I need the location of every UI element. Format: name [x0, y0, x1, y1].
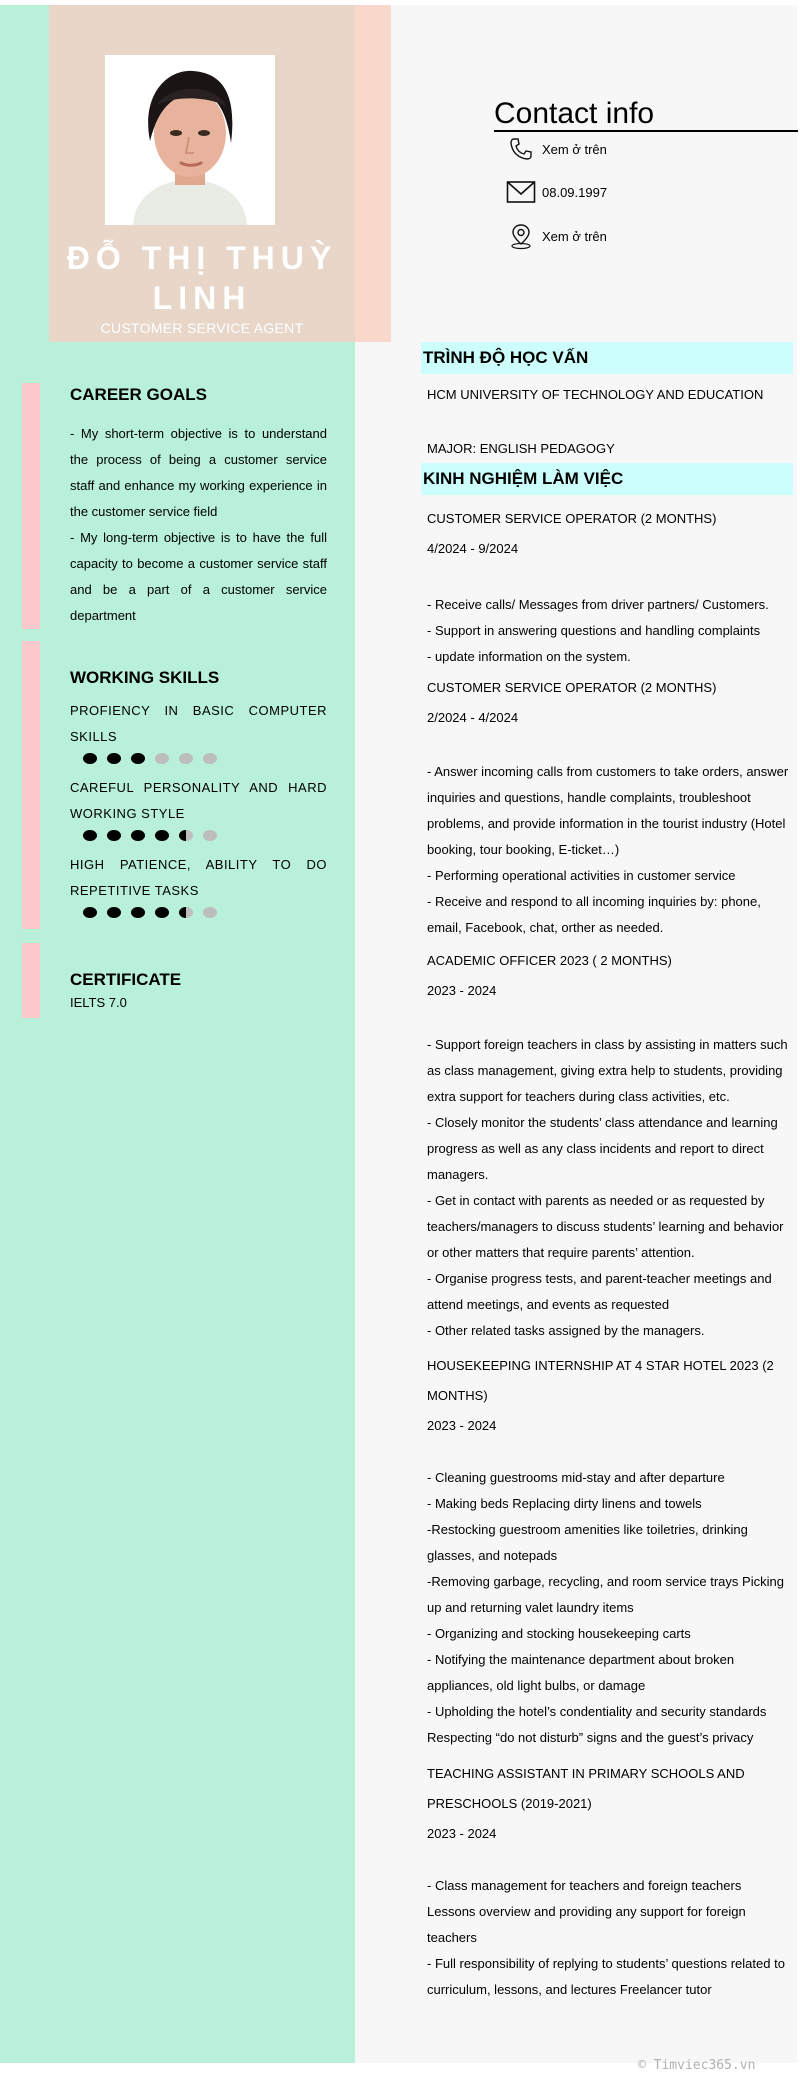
phone-icon — [506, 134, 536, 164]
rating-dot — [83, 830, 97, 841]
job-title: TEACHING ASSISTANT IN PRIMARY SCHOOLS AND PRESCHOOLS (2019-2021) — [427, 1766, 745, 1811]
experience-title: KINH NGHIỆM LÀM VIỆC — [421, 463, 793, 495]
job-entry — [427, 675, 793, 941]
career-goals-accent — [22, 383, 40, 629]
job-duty: - Performing operational activities in customer service — [427, 868, 736, 883]
job-duty: -Removing garbage, recycling, and room service trays Picking up and returning valet laundry items — [427, 1574, 784, 1615]
location-icon — [506, 221, 536, 251]
rating-dot — [179, 830, 193, 841]
job-title: CUSTOMER SERVICE OPERATOR (2 MONTHS) — [427, 680, 717, 695]
mail-icon — [506, 177, 536, 207]
education-major: MAJOR: ENGLISH PEDAGOGY — [427, 441, 615, 456]
rating-dot — [155, 830, 169, 841]
rating-dot — [203, 907, 217, 918]
job-entry — [427, 1351, 793, 1441]
education-school: HCM UNIVERSITY OF TECHNOLOGY AND EDUCATION — [427, 387, 764, 402]
rating-dot — [83, 753, 97, 764]
skill-label: HIGH PATIENCE, ABILITY TO DO REPETITIVE TASKS — [70, 857, 327, 898]
contact-title: Contact info — [494, 97, 655, 130]
job-duty: - Answer incoming calls from customers to take orders, answer inquiries and questions, handle complaints, troubleshoot problems, and provide information in the tourist industry (Hotel booking, tour booking, E-ticket…) — [427, 764, 789, 857]
job-duty: - Receive calls/ Messages from driver partners/ Customers. — [427, 597, 769, 612]
watermark: © Timviec365.vn — [638, 2058, 756, 2073]
rating-dot — [203, 830, 217, 841]
job-duties — [427, 1873, 793, 2003]
job-duty: - Full responsibility of replying to students’ questions related to curriculum, lessons, and lectures Freelancer tutor — [427, 1956, 785, 1997]
skill-label: PROFIENCY IN BASIC COMPUTER SKILLS — [70, 703, 327, 744]
job-duty: - Receive and respond to all incoming inquiries by: phone, email, Facebook, chat, orther as needed. — [427, 894, 761, 935]
working-skills-title: WORKING SKILLS — [70, 668, 220, 687]
job-duty: - Other related tasks assigned by the managers. — [427, 1323, 705, 1338]
rating-dot — [179, 753, 193, 764]
certificate-accent — [22, 943, 40, 1018]
certificate-title: CERTIFICATE — [70, 970, 182, 989]
job-title: HOUSEKEEPING INTERNSHIP AT 4 STAR HOTEL 2023 (2 MONTHS) — [427, 1358, 774, 1403]
job-duty: - Closely monitor the students’ class attendance and learning progress as well as any class incidents and report to direct managers. — [427, 1115, 778, 1182]
job-period: 2023 - 2024 — [427, 1826, 497, 1841]
job-entry — [427, 1759, 793, 1849]
job-entry — [427, 948, 793, 1344]
certificate-value: IELTS 7.0 — [70, 995, 127, 1010]
rating-dot — [131, 830, 145, 841]
rating-dot — [107, 830, 121, 841]
job-duty: - Upholding the hotel’s condentiality and security standards Respecting “do not disturb” signs and the guest’s privacy — [427, 1704, 767, 1745]
contact-location-text: Xem ở trên — [542, 228, 607, 244]
job-duty: - Organise progress tests, and parent-teacher meetings and attend meetings, and events as requested — [427, 1271, 772, 1312]
job-duty: - Class management for teachers and foreign teachers Lessons overview and providing any support for foreign teachers — [427, 1878, 746, 1945]
job-title: CUSTOMER SERVICE OPERATOR (2 MONTHS) — [427, 511, 717, 526]
job-period: 2023 - 2024 — [427, 983, 497, 998]
job-duty: - Organizing and stocking housekeeping carts — [427, 1626, 691, 1641]
working-skills-accent — [22, 641, 40, 929]
rating-dot — [131, 907, 145, 918]
candidate-role: CUSTOMER SERVICE AGENT — [100, 320, 304, 336]
skill-rating — [83, 753, 217, 764]
skill-label: CAREFUL PERSONALITY AND HARD WORKING STYLE — [70, 780, 327, 821]
profile-photo — [105, 55, 275, 225]
rating-dot — [203, 753, 217, 764]
rating-dot — [131, 753, 145, 764]
contact-phone — [506, 134, 607, 164]
job-duties — [427, 1465, 793, 1751]
header-accent-strip — [355, 5, 391, 342]
career-goals-title: CAREER GOALS — [70, 385, 207, 404]
candidate-name: ĐỖ THỊ THUỲ LINH — [66, 240, 338, 316]
job-duty: - update information on the system. — [427, 649, 631, 664]
avatar — [105, 55, 275, 225]
job-duty: - Cleaning guestrooms mid-stay and after departure — [427, 1470, 725, 1485]
rating-dot — [83, 907, 97, 918]
rating-dot — [107, 907, 121, 918]
contact-divider — [494, 130, 798, 132]
career-goal-long-term: - My long-term objective is to have the full capacity to become a customer service staff and be a part of a customer service department — [70, 530, 327, 623]
career-goal-short-term: - My short-term objective is to understand the process of being a customer service staff and enhance my working experience in the customer service field — [70, 426, 327, 519]
job-duty: -Restocking guestroom amenities like toiletries, drinking glasses, and notepads — [427, 1522, 748, 1563]
rating-dot — [155, 907, 169, 918]
job-duty: - Support foreign teachers in class by assisting in matters such as class management, giving extra help to students, providing extra support for teachers during class activities, etc. — [427, 1037, 788, 1104]
skill-rating — [83, 907, 217, 918]
job-title: ACADEMIC OFFICER 2023 ( 2 MONTHS) — [427, 953, 672, 968]
contact-email — [506, 177, 607, 207]
rating-dot — [155, 753, 169, 764]
job-period: 2023 - 2024 — [427, 1418, 497, 1433]
rating-dot — [179, 907, 193, 918]
contact-phone-text: Xem ở trên — [542, 141, 607, 157]
job-entry — [427, 506, 793, 670]
job-duty: - Making beds Replacing dirty linens and towels — [427, 1496, 702, 1511]
job-duty: - Get in contact with parents as needed or as requested by teachers/managers to discuss students’ learning and behavior or other matters that require parents’ attention. — [427, 1193, 784, 1260]
job-period: 2/2024 - 4/2024 — [427, 710, 519, 725]
skill-rating — [83, 830, 217, 841]
career-goals-text — [70, 421, 327, 629]
education-title: TRÌNH ĐỘ HỌC VẤN — [421, 342, 793, 374]
job-duty: - Support in answering questions and handling complaints — [427, 623, 761, 638]
job-period: 4/2024 - 9/2024 — [427, 541, 519, 556]
contact-email-text: 08.09.1997 — [542, 184, 608, 200]
contact-location — [506, 221, 607, 251]
rating-dot — [107, 753, 121, 764]
job-duty: - Notifying the maintenance department about broken appliances, old light bulbs, or damage — [427, 1652, 735, 1693]
